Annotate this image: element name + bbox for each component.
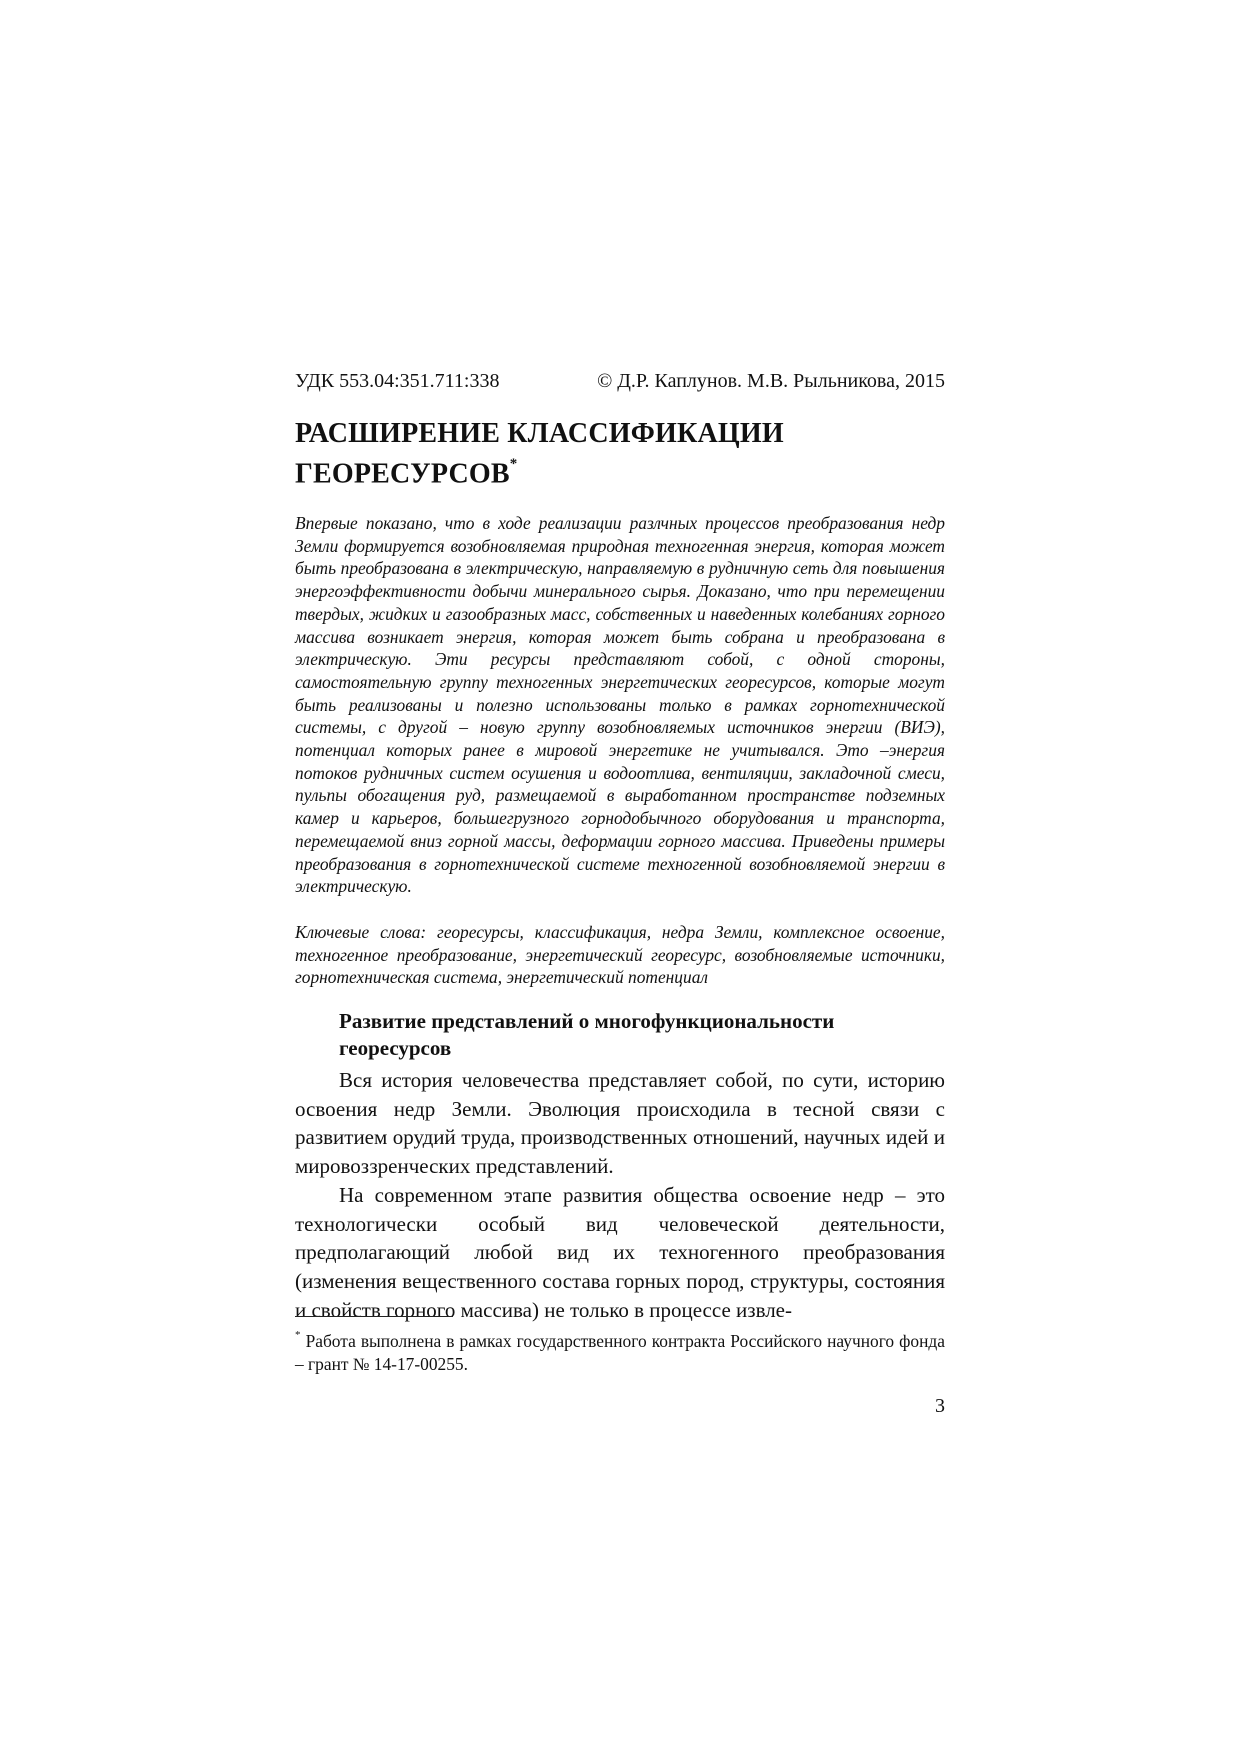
- footnote-divider: [295, 1316, 453, 1317]
- body-paragraph-1: Вся история человечества представляет собой, по сути, историю освоения недр Земли. Эволюция происходила в тесной связи с развитием орудий труда, производственных отношений, научных идей и мировоззренческих представлений.: [295, 1068, 945, 1179]
- article-title: [295, 417, 945, 491]
- keywords: Ключевые слова: георесурсы, классификация, недра Земли, комплексное освоение, техногенное преобразование, энергетический георесурс, возобновляемые источники, горнотехническая система, энергетический потенциал: [295, 922, 945, 988]
- footnote: [295, 1326, 945, 1376]
- article-title-line-2-text: ГЕОРЕСУРСОВ: [295, 458, 510, 490]
- article-title-line-1: РАСШИРЕНИЕ КЛАССИФИКАЦИИ: [295, 418, 784, 449]
- header-meta-line: [295, 368, 945, 394]
- abstract: Впервые показано, что в ходе реализации разлчных процессов преобразования недр Земли формируется возобновляемая природная техногенная энергия, которая может быть преобразована в электрическую, направляемую в рудничную сеть для повышения энергоэффективности добычи минерального сырья. Доказано, что при перемещении твердых, жидких и газообразных масс, собственных и наведенных колебаниях горного массива возникает энергия, которая может быть собрана и преобразована в электрическую. Эти ресурсы представляют собой, с одной стороны, самостоятельную группу техногенных энергетических георесурсов, которые могут быть реализованы и полезно использованы только в рамках горнотехнической системы, с другой – новую группу возобновляемых источников энергии (ВИЭ), потенциал которых ранее в мировой энергетике не учитывался. Это –энергия потоков рудничных систем осушения и водоотлива, вентиляции, закладочной смеси, пульпы обогащения руд, размещаемой в выработанном пространстве подземных камер и карьеров, большегрузного горнодобычного оборудования и транспорта, перемещаемой вниз горной массы, деформации горного массива. Приведены примеры преобразования в горнотехнической системе техногенной возобновляемой энергии в электрическую.: [295, 513, 945, 897]
- page-number: 3: [935, 1395, 945, 1417]
- footnote-marker: *: [295, 1329, 301, 1341]
- udk-code: УДК 553.04:351.711:338: [295, 370, 500, 392]
- article-title-line-2: [295, 451, 945, 491]
- copyright-notice: © Д.Р. Каплунов. М.В. Рыльникова, 2015: [597, 370, 945, 392]
- section-heading-line-1: Развитие представлений о многофункциональности: [339, 1009, 835, 1033]
- section-heading: [339, 1008, 939, 1062]
- title-footnote-marker: *: [509, 456, 518, 472]
- footnote-text: Работа выполнена в рамках государственного контракта Российского научного фонда – грант № 14-17-00255.: [295, 1330, 945, 1374]
- body-paragraph-2: На современном этапе развития общества освоение недр – это технологически особый вид человеческой деятельности, предполагающий любой вид их техногенного преобразования (изменения вещественного состава горных пород, структуры, состояния и свойств горного массива) не только в процессе извле-: [295, 1182, 945, 1322]
- body-text: [295, 1066, 945, 1324]
- section-heading-line-2: георесурсов: [339, 1036, 452, 1060]
